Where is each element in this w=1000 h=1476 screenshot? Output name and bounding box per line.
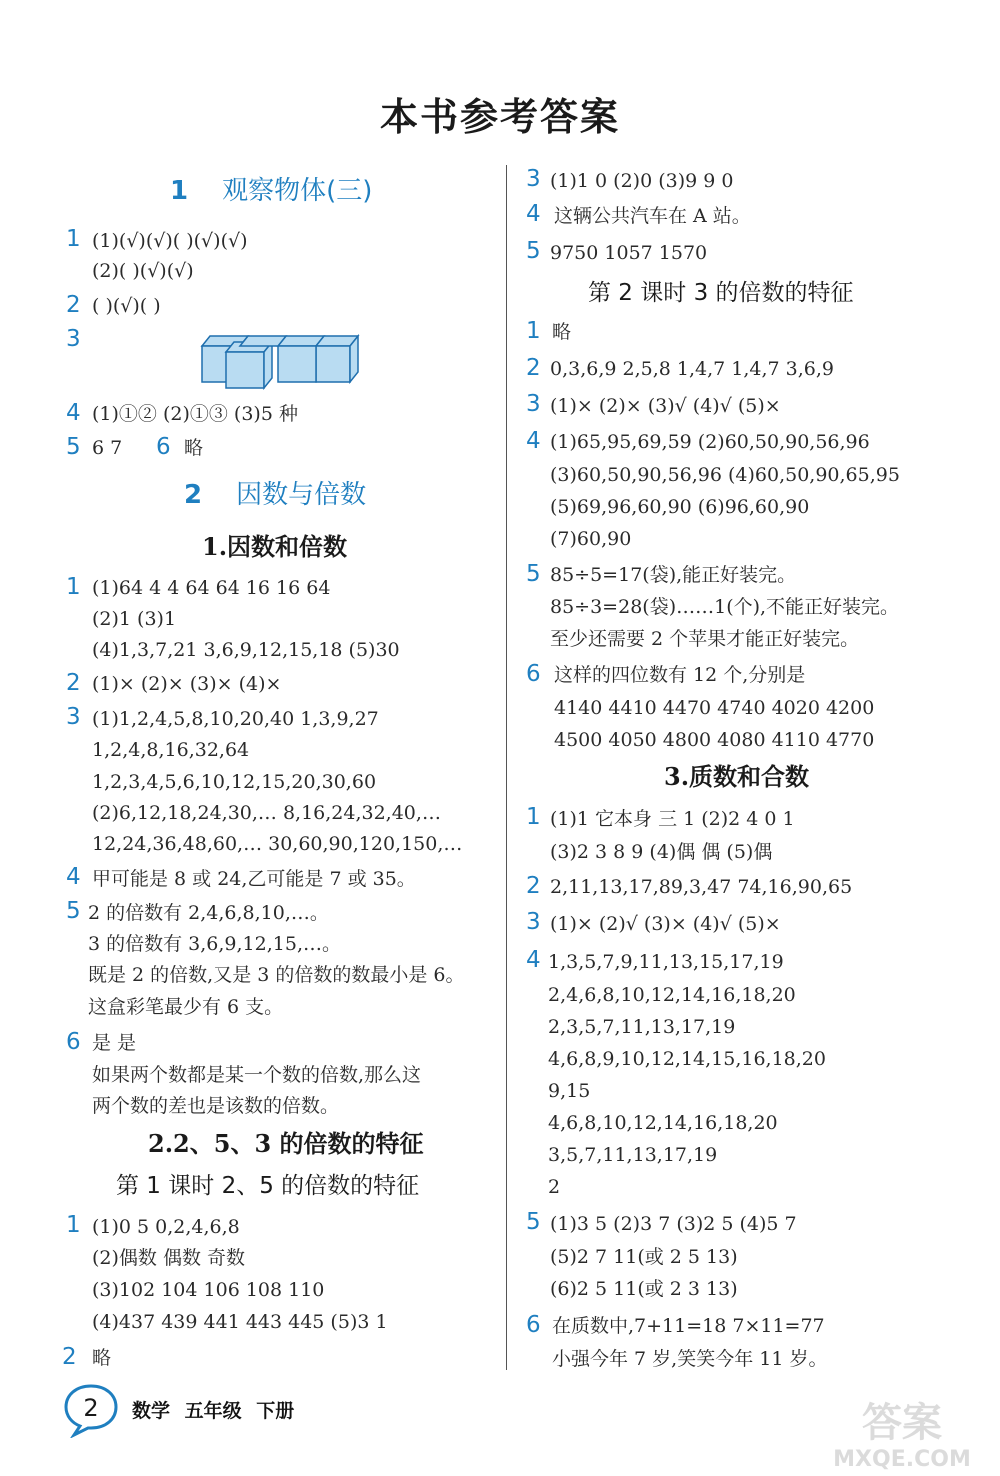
footer-grade: 五年级 xyxy=(184,1400,242,1422)
answer-line: 12,24,36,48,60,… 30,60,90,120,150,… xyxy=(92,833,463,855)
question-number: 6 xyxy=(156,434,171,460)
answer-line: 1,2,3,4,5,6,10,12,15,20,30,60 xyxy=(92,771,377,793)
unit2-number: 2 xyxy=(184,480,203,510)
answer-line: 略 xyxy=(184,437,204,459)
footer-volume: 下册 xyxy=(256,1400,295,1422)
question-number: 3 xyxy=(66,326,81,352)
answer-line: 9,15 xyxy=(548,1080,591,1102)
question-number: 5 xyxy=(526,1209,541,1235)
answer-line: 4500 4050 4800 4080 4110 4770 xyxy=(554,729,875,751)
answer-line: 9750 1057 1570 xyxy=(550,242,708,264)
section-title: 1.因数和倍数 xyxy=(202,532,348,561)
answer-line: (4)437 439 441 443 445 (5)3 1 xyxy=(92,1311,388,1333)
answer-line: (2)1 (3)1 xyxy=(92,608,177,630)
unit1-heading xyxy=(170,178,372,204)
question-number: 5 xyxy=(66,434,81,460)
answer-line: (1)1 它本身 三 1 (2)2 4 0 1 xyxy=(550,808,795,830)
answer-line: 甲可能是 8 或 24,乙可能是 7 或 35。 xyxy=(92,868,416,890)
answer-line: (1)× (2)× (3)× (4)× xyxy=(92,673,282,695)
page-number-badge xyxy=(62,1382,120,1438)
question-number: 4 xyxy=(526,947,541,973)
answer-line: (1)(√)(√)( )(√)(√) xyxy=(92,230,248,252)
question-number: 5 xyxy=(526,238,541,264)
question-number: 3 xyxy=(526,166,541,192)
answer-line: 小强今年 7 岁,笑笑今年 11 岁。 xyxy=(552,1348,828,1370)
answer-line: 在质数中,7+11=18 7×11=77 xyxy=(552,1315,825,1337)
answer-line: 85÷5=17(袋),能正好装完。 xyxy=(550,564,797,586)
answer-line: (1)1,2,4,5,8,10,20,40 1,3,9,27 xyxy=(92,708,379,730)
answer-line: (3)2 3 8 9 (4)偶 偶 (5)偶 xyxy=(550,841,773,863)
answer-line: 1,2,4,8,16,32,64 xyxy=(92,739,250,761)
lesson-title: 第 2 课时 3 的倍数的特征 xyxy=(588,280,854,306)
question-number: 5 xyxy=(66,898,81,924)
lesson-title: 第 1 课时 2、5 的倍数的特征 xyxy=(116,1173,420,1199)
answer-line: 3,5,7,11,13,17,19 xyxy=(548,1144,718,1166)
question-number: 1 xyxy=(66,226,81,252)
footer-subject: 数学 xyxy=(132,1400,171,1422)
answer-line: ( )(√)( ) xyxy=(92,295,161,317)
column-divider xyxy=(506,165,507,1370)
question-number: 2 xyxy=(66,292,81,318)
answer-line: 85÷3=28(袋)……1(个),不能正好装完。 xyxy=(550,596,900,618)
answer-line: 至少还需要 2 个苹果才能正好装完。 xyxy=(550,628,860,650)
watermark-url: MXQE.COM xyxy=(833,1447,971,1472)
answer-line: 2 xyxy=(548,1176,561,1198)
question-number: 1 xyxy=(66,1212,81,1238)
answer-line: (6)2 5 11(或 2 3 13) xyxy=(550,1278,738,1300)
answer-line: (2)偶数 偶数 奇数 xyxy=(92,1247,245,1269)
cube-view-figure xyxy=(196,328,366,392)
answer-line: 2,4,6,8,10,12,14,16,18,20 xyxy=(548,984,796,1006)
answer-line: 0,3,6,9 2,5,8 1,4,7 1,4,7 3,6,9 xyxy=(550,358,835,380)
question-number: 6 xyxy=(66,1029,81,1055)
question-number: 5 xyxy=(526,561,541,587)
answer-line: (1)× (2)× (3)√ (4)√ (5)× xyxy=(550,395,781,417)
question-number: 1 xyxy=(526,318,541,344)
question-number: 1 xyxy=(66,574,81,600)
answer-line: 6 7 xyxy=(92,437,123,459)
section-title: 2.2、5、3 的倍数的特征 xyxy=(148,1129,424,1158)
unit1-number: 1 xyxy=(170,176,189,206)
watermark-logo xyxy=(812,1392,992,1472)
answer-line: 这辆公共汽车在 A 站。 xyxy=(554,205,751,227)
answer-line: (1)× (2)√ (3)× (4)√ (5)× xyxy=(550,913,781,935)
answer-line: (1)0 5 0,2,4,6,8 xyxy=(92,1216,240,1238)
answer-line: 4,6,8,10,12,14,16,18,20 xyxy=(548,1112,778,1134)
answer-line: 略 xyxy=(92,1347,112,1369)
question-number: 4 xyxy=(66,864,81,890)
answer-line: (5)69,96,60,90 (6)96,60,90 xyxy=(550,496,810,518)
answer-line: (3)102 104 106 108 110 xyxy=(92,1279,325,1301)
answer-line: 两个数的差也是该数的倍数。 xyxy=(92,1095,340,1117)
question-number: 6 xyxy=(526,661,541,687)
answer-line: (5)2 7 11(或 2 5 13) xyxy=(550,1246,738,1268)
answer-line: 4,6,8,9,10,12,14,15,16,18,20 xyxy=(548,1048,826,1070)
footer-book-info xyxy=(132,1396,302,1423)
question-number: 6 xyxy=(526,1312,541,1338)
answer-line: 这盒彩笔最少有 6 支。 xyxy=(88,996,284,1018)
unit2-heading xyxy=(184,482,366,508)
answer-line: (2)6,12,18,24,30,… 8,16,24,32,40,… xyxy=(92,802,441,824)
question-number: 2 xyxy=(526,355,541,381)
question-number: 4 xyxy=(526,428,541,454)
page-title: 本书参考答案 xyxy=(379,94,620,139)
answer-line: (1)3 5 (2)3 7 (3)2 5 (4)5 7 xyxy=(550,1213,797,1235)
answer-line: 2 的倍数有 2,4,6,8,10,…。 xyxy=(88,902,329,924)
answer-line: (1)1 0 (2)0 (3)9 9 0 xyxy=(550,170,734,192)
answer-line: (1)65,95,69,59 (2)60,50,90,56,96 xyxy=(550,431,870,453)
answer-line: 2,3,5,7,11,13,17,19 xyxy=(548,1016,736,1038)
answer-line: 3 的倍数有 3,6,9,12,15,…。 xyxy=(88,933,341,955)
answer-line: 如果两个数都是某一个数的倍数,那么这 xyxy=(92,1064,422,1086)
answer-line: (1)①② (2)①③ (3)5 种 xyxy=(92,403,298,425)
answer-line: 这样的四位数有 12 个,分别是 xyxy=(554,664,806,686)
answer-line: 2,11,13,17,89,3,47 74,16,90,65 xyxy=(550,876,853,898)
question-number: 2 xyxy=(62,1344,77,1370)
answer-line: (2)( )(√)(√) xyxy=(92,260,194,282)
answer-line: 是 是 xyxy=(92,1032,137,1054)
answer-line: (3)60,50,90,56,96 (4)60,50,90,65,95 xyxy=(550,464,900,486)
answer-line: (7)60,90 xyxy=(550,528,632,550)
answer-line: 略 xyxy=(552,321,572,343)
answer-line: 4140 4410 4470 4740 4020 4200 xyxy=(554,697,875,719)
question-number: 4 xyxy=(66,400,81,426)
answer-line: 既是 2 的倍数,又是 3 的倍数的数最小是 6。 xyxy=(88,964,465,986)
question-number: 2 xyxy=(526,873,541,899)
page-number: 2 xyxy=(83,1394,99,1422)
question-number: 3 xyxy=(526,391,541,417)
answer-line: (4)1,3,7,21 3,6,9,12,15,18 (5)30 xyxy=(92,639,400,661)
unit1-title: 观察物体(三) xyxy=(222,176,373,206)
question-number: 4 xyxy=(526,201,541,227)
unit2-title: 因数与倍数 xyxy=(236,480,367,510)
question-number: 1 xyxy=(526,804,541,830)
question-number: 3 xyxy=(526,909,541,935)
answer-line: 1,3,5,7,9,11,13,15,17,19 xyxy=(548,951,784,973)
watermark-text: 答案 xyxy=(862,1400,942,1446)
question-number: 3 xyxy=(66,704,81,730)
question-number: 2 xyxy=(66,670,81,696)
section-title: 3.质数和合数 xyxy=(664,762,810,791)
answer-line: (1)64 4 4 64 64 16 16 64 xyxy=(92,577,331,599)
